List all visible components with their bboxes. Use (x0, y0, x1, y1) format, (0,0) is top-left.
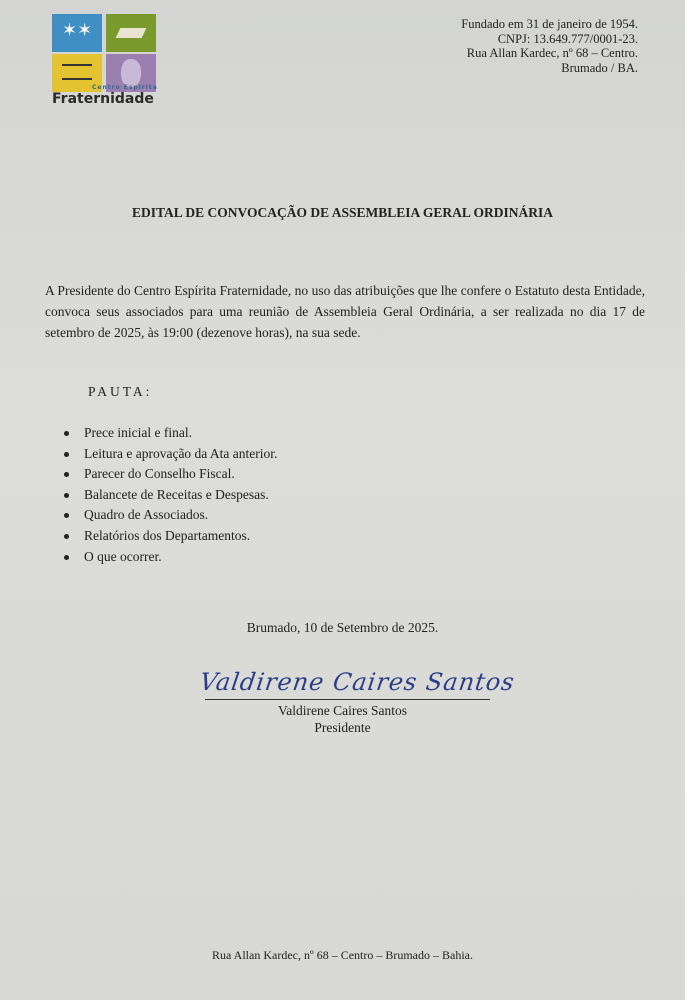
header-info (461, 17, 638, 75)
signer-name: Valdirene Caires Santos (278, 703, 407, 718)
address-line: Rua Allan Kardec, nº 68 – Centro. (466, 46, 638, 60)
signature-line (205, 699, 490, 700)
list-item: Leitura e aprovação da Ata anterior. (62, 444, 277, 465)
city-line: Brumado / BA. (561, 60, 638, 75)
list-item: Relatórios dos Departamentos. (62, 526, 277, 547)
cnpj-line: CNPJ: 13.649.777/0001-23. (497, 31, 638, 46)
list-item: Balancete de Receitas e Despesas. (62, 485, 277, 506)
list-item: O que ocorrer. (62, 547, 277, 568)
book-icon (106, 14, 156, 52)
list-item: Prece inicial e final. (62, 423, 277, 444)
body-paragraph: A Presidente do Centro Espírita Fraternidade, no uso das atribuições que lhe confere o Estatuto desta Entidade, convoca seus associados para uma reunião de Assembleia Geral Ordinária, a ser realizada no dia 17 de setembro de 2025, às 19:00 (dezenove horas), na sua sede. (45, 283, 645, 340)
logo-subtitle: Centro Espírita (92, 84, 158, 91)
list-item: Quadro de Associados. (62, 505, 277, 526)
logo-name: Fraternidade (52, 91, 154, 107)
organization-logo (52, 14, 160, 109)
agenda-list (62, 423, 277, 567)
list-item: Parecer do Conselho Fiscal. (62, 464, 277, 485)
date-line: Brumado, 10 de Setembro de 2025. (246, 620, 439, 635)
children-icon: ✶✶ (52, 14, 102, 52)
signer-role: Presidente (314, 720, 371, 735)
agenda-label: PAUTA: (88, 384, 153, 399)
handwritten-signature: Valdirene Caires Santos (198, 668, 517, 696)
footer-address: Rua Allan Kardec, nº 68 – Centro – Brumado – Bahia. (212, 948, 473, 962)
document-title: EDITAL DE CONVOCAÇÃO DE ASSEMBLEIA GERAL ORDINÁRIA (131, 205, 554, 220)
founded-line: Fundado em 31 de janeiro de 1954. (461, 17, 638, 31)
